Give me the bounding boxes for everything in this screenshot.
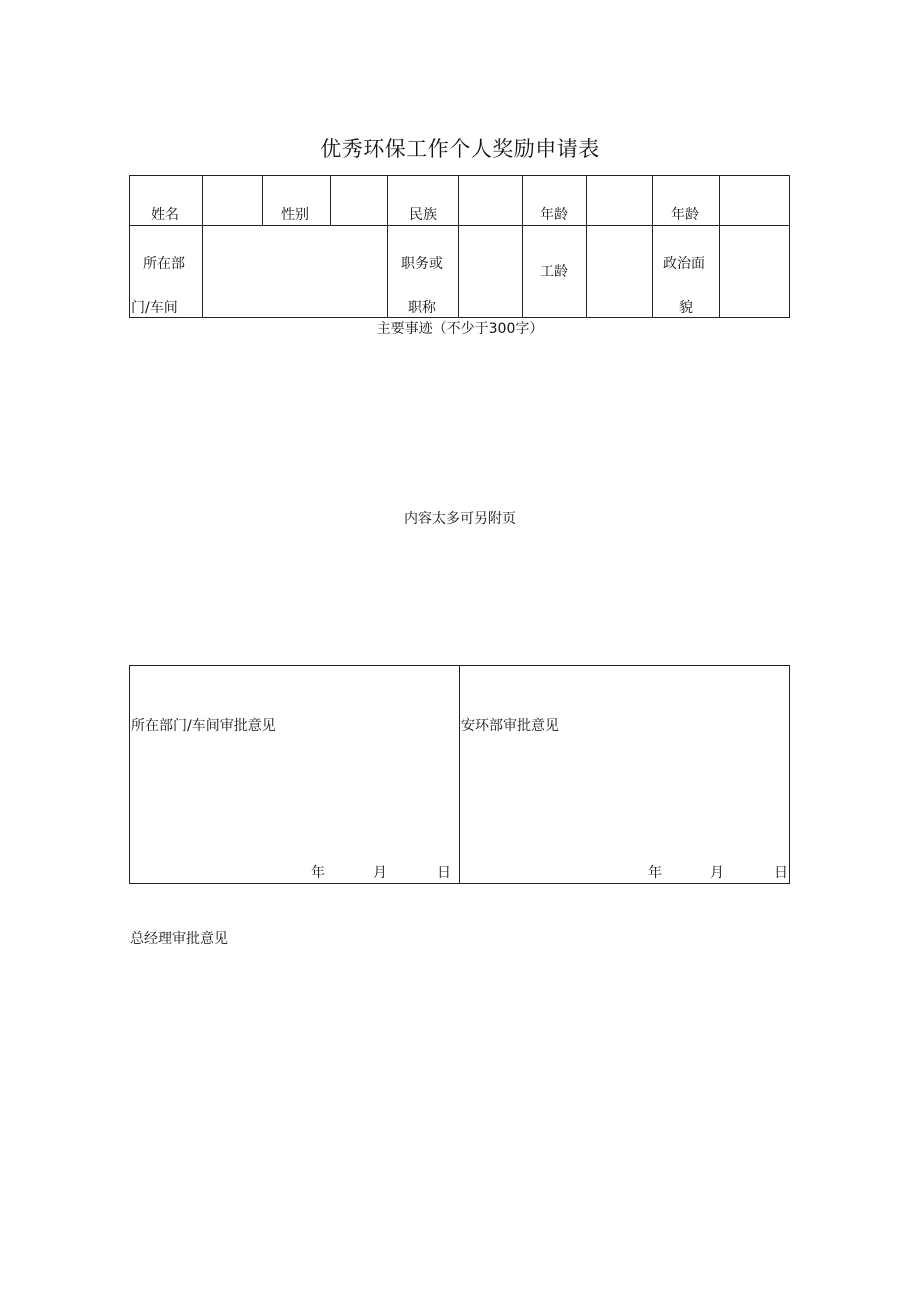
position-label-line1: 职务或 <box>401 256 443 272</box>
gender-input-cell[interactable] <box>331 176 386 224</box>
ethnicity-label: 民族 <box>409 207 437 223</box>
table-border-right <box>789 175 790 318</box>
table-col-divider <box>262 175 263 226</box>
dept-label-line1: 所在部 <box>143 256 185 272</box>
table-col-divider <box>652 175 653 318</box>
age-input-cell-2[interactable] <box>720 176 788 224</box>
ethnicity-input-cell[interactable] <box>459 176 521 224</box>
political-label-line2: 貌 <box>679 300 693 316</box>
gm-approval-label: 总经理审批意见 <box>130 931 228 947</box>
env-date-day: 日 <box>774 865 788 881</box>
env-date-year: 年 <box>648 865 662 881</box>
env-date-month: 月 <box>710 865 724 881</box>
age-label-2: 年龄 <box>671 207 699 223</box>
table-border-bottom <box>129 317 790 318</box>
dept-date-day: 日 <box>437 865 451 881</box>
dept-date-year: 年 <box>311 865 325 881</box>
age-label: 年龄 <box>540 207 568 223</box>
dept-date-month: 月 <box>373 865 387 881</box>
deeds-text-area[interactable] <box>130 345 790 655</box>
seniority-label: 工龄 <box>540 264 568 280</box>
dept-approval-label: 所在部门/车间审批意见 <box>131 718 276 734</box>
form-title: 优秀环保工作个人奖励申请表 <box>320 137 600 161</box>
dept-input-cell[interactable] <box>203 226 386 316</box>
position-label-line2: 职称 <box>408 300 436 316</box>
deeds-note: 内容太多可另附页 <box>404 511 516 527</box>
political-label-line1: 政治面 <box>663 256 705 272</box>
env-approval-label: 安环部审批意见 <box>461 718 559 734</box>
dept-label-line2: 门/车间 <box>131 300 178 316</box>
deeds-heading: 主要事迹（不少于300字） <box>376 321 544 337</box>
env-approval-input[interactable] <box>461 742 787 854</box>
table-col-divider <box>522 175 523 318</box>
table-border-left <box>129 175 130 318</box>
table-col-divider <box>387 175 388 318</box>
political-input-cell[interactable] <box>720 226 788 316</box>
dept-approval-input[interactable] <box>131 742 457 854</box>
name-label: 姓名 <box>151 207 179 223</box>
name-input-cell[interactable] <box>203 176 261 224</box>
seniority-input-cell[interactable] <box>587 226 651 316</box>
age-input-cell[interactable] <box>587 176 651 224</box>
gm-approval-input[interactable] <box>130 955 790 1155</box>
position-input-cell[interactable] <box>459 226 521 316</box>
gender-label: 性别 <box>281 207 309 223</box>
